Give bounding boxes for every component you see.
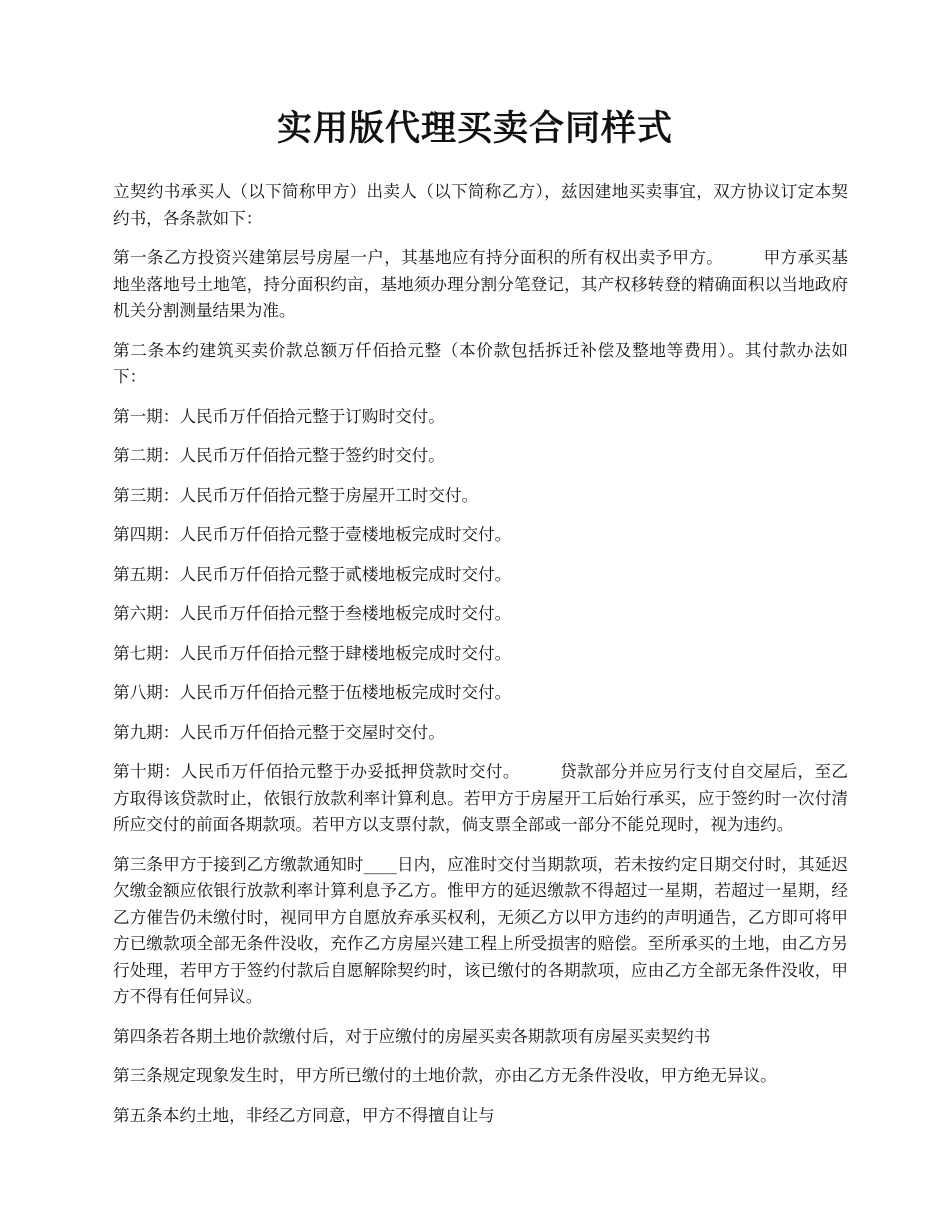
article-2-paragraph [113, 338, 848, 391]
installment-3 [113, 483, 848, 510]
installment-1 [113, 404, 848, 431]
article-1-text: 第一条乙方投资兴建第层号房屋一户，其基地应有持分面积的所有权出卖予甲方。 [113, 248, 724, 267]
article-4-text: 第四条若各期土地价款缴付后，对于应缴付的房屋买卖各期款项有房屋买卖契约书 [113, 1026, 711, 1046]
installment-4-text: 第四期：人民币万仟佰拾元整于壹楼地板完成时交付。 [113, 525, 512, 544]
article-1-continuation-text: 甲方承买基地坐落地号土地笔，持分面积约亩，基地须办理分割分笔登记，其产权移转登的精确面积以当地政府机关分割测量结果为准。 [113, 248, 849, 320]
article-3-reference-paragraph [113, 1063, 848, 1090]
preamble-paragraph [113, 179, 848, 232]
article-3-paragraph [113, 852, 848, 1011]
installment-6-text: 第六期：人民币万仟佰拾元整于叁楼地板完成时交付。 [113, 604, 512, 623]
article-1-paragraph [113, 245, 848, 325]
article-2-text: 第二条本约建筑买卖价款总额万仟佰拾元整（本价款包括拆迁补偿及整地等费用）。其付款办法如下： [113, 340, 848, 386]
installment-4 [113, 522, 848, 549]
installment-1-text: 第一期：人民币万仟佰拾元整于订购时交付。 [113, 406, 445, 426]
installment-2 [113, 443, 848, 470]
preamble-text: 立契约书承买人（以下简称甲方）出卖人（以下简称乙方），兹因建地买卖事宜，双方协议订定本契约书，各条款如下： [113, 182, 848, 228]
installment-5 [113, 562, 848, 589]
installment-7 [113, 641, 848, 668]
installment-9-text: 第九期：人民币万仟佰拾元整于交屋时交付。 [113, 722, 445, 742]
installment-5-text: 第五期：人民币万仟佰拾元整于贰楼地板完成时交付。 [113, 564, 512, 584]
installment-7-text: 第七期：人民币万仟佰拾元整于肆楼地板完成时交付。 [113, 643, 512, 663]
document-title: 实用版代理买卖合同样式 [276, 108, 673, 149]
installment-9 [113, 720, 848, 747]
article-5-text: 第五条本约土地，非经乙方同意，甲方不得擅自让与 [113, 1105, 495, 1125]
article-3-reference-text: 第三条规定现象发生时，甲方所已缴付的土地价款，亦由乙方无条件没收，甲方绝无异议。 [113, 1066, 777, 1085]
article-4-paragraph [113, 1024, 848, 1051]
article-5-paragraph [113, 1103, 848, 1130]
document-body [113, 179, 848, 1142]
installment-8-text: 第八期：人民币万仟佰拾元整于伍楼地板完成时交付。 [113, 683, 512, 702]
installment-2-text: 第二期：人民币万仟佰拾元整于签约时交付。 [113, 446, 445, 465]
installment-6 [113, 601, 848, 628]
installment-10-continuation-text: 贷款部分并应另行支付自交屋后，至乙方取得该贷款时止，依银行放款利率计算利息。若甲方于房屋开工后始行承买，应于签约时一次付清所应交付的前面各期款项。若甲方以支票付款，倘支票全部或一部分不能兑现时，视为违约。 [113, 762, 848, 834]
installment-10 [113, 759, 848, 839]
installment-3-text: 第三期：人民币万仟佰拾元整于房屋开工时交付。 [113, 485, 479, 505]
installment-10-text: 第十期：人民币万仟佰拾元整于办妥抵押贷款时交付。 [113, 762, 520, 781]
installment-8 [113, 680, 848, 707]
article-3-text: 第三条甲方于接到乙方缴款通知时____日内，应准时交付当期款项，若未按约定日期交付时，其延迟欠缴金额应依银行放款利率计算利息予乙方。惟甲方的延迟缴款不得超过一星期，若超过一星期，经乙方催告仍未缴付时，视同甲方自愿放弃承买权利，无须乙方以甲方违约的声明通告，乙方即可将甲方已缴款项全部无条件没收，充作乙方房屋兴建工程上所受损害的赔偿。至所承买的土地，由乙方另行处理，若甲方于签约付款后自愿解除契约时，该已缴付的各期款项，应由乙方全部无条件没收，甲方不得有任何异议。 [113, 854, 848, 1006]
